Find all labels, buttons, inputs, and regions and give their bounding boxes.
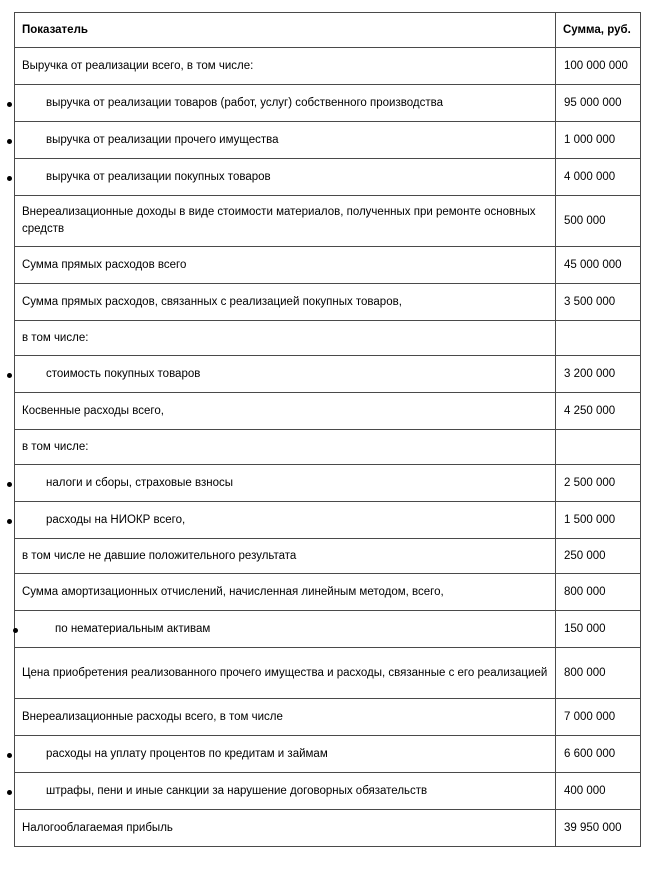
- table-row: [15, 773, 641, 810]
- row-value: 1 000 000: [556, 122, 641, 159]
- table-row: [15, 648, 641, 699]
- row-value: 100 000 000: [556, 48, 641, 85]
- bullet-icon: [7, 753, 12, 758]
- table-row: [15, 247, 641, 284]
- table-row: [15, 393, 641, 430]
- row-label: [15, 159, 556, 196]
- header-indicator: Показатель: [15, 13, 556, 48]
- row-label: [15, 465, 556, 502]
- bullet-icon: [7, 482, 12, 487]
- table-row: [15, 284, 641, 321]
- row-label-text: Выручка от реализации всего, в том числе:: [22, 59, 254, 72]
- row-label: [15, 48, 556, 85]
- row-label-text: Сумма прямых расходов, связанных с реализацией покупных товаров,: [22, 295, 402, 308]
- row-label: [15, 196, 556, 247]
- row-label-text: расходы на уплату процентов по кредитам и займам: [46, 747, 328, 760]
- row-label: [15, 539, 556, 574]
- table-row: [15, 465, 641, 502]
- row-label: [15, 321, 556, 356]
- row-label: [15, 85, 556, 122]
- row-label: [15, 810, 556, 847]
- table-row: [15, 196, 641, 247]
- row-label: [15, 699, 556, 736]
- row-label-text: стоимость покупных товаров: [46, 367, 201, 380]
- table-row: [15, 502, 641, 539]
- row-label: [15, 122, 556, 159]
- row-value: 4 250 000: [556, 393, 641, 430]
- row-label-text: Налогооблагаемая прибыль: [22, 821, 173, 834]
- row-value: 1 500 000: [556, 502, 641, 539]
- table-row: [15, 430, 641, 465]
- bullet-icon: [7, 102, 12, 107]
- row-value: 45 000 000: [556, 247, 641, 284]
- row-label: [15, 773, 556, 810]
- table-row: [15, 85, 641, 122]
- bullet-icon: [7, 373, 12, 378]
- row-label: [15, 284, 556, 321]
- bullet-icon: [7, 139, 12, 144]
- row-label: [15, 430, 556, 465]
- table-row: [15, 611, 641, 648]
- row-label: [15, 502, 556, 539]
- row-label: [15, 736, 556, 773]
- row-label-text: в том числе:: [22, 331, 89, 344]
- row-value: 39 950 000: [556, 810, 641, 847]
- bullet-icon: [7, 519, 12, 524]
- bullet-icon: [13, 628, 18, 633]
- row-label-text: Цена приобретения реализованного прочего имущества и расходы, связанные с его реализацией: [22, 666, 548, 679]
- table-row: [15, 736, 641, 773]
- row-value: [556, 321, 641, 356]
- row-value: 800 000: [556, 574, 641, 611]
- profit-calculation-table: [14, 12, 641, 847]
- row-label-text: штрафы, пени и иные санкции за нарушение договорных обязательств: [46, 784, 428, 797]
- row-label-text: Внереализационные расходы всего, в том числе: [22, 710, 283, 723]
- table-row: [15, 48, 641, 85]
- row-label: [15, 247, 556, 284]
- row-label-text: выручка от реализации товаров (работ, услуг) собственного производства: [46, 96, 443, 109]
- row-label-text: в том числе:: [22, 440, 89, 453]
- row-value: [556, 430, 641, 465]
- row-value: 800 000: [556, 648, 641, 699]
- row-value: 95 000 000: [556, 85, 641, 122]
- row-value: 400 000: [556, 773, 641, 810]
- row-label-text: налоги и сборы, страховые взносы: [46, 476, 234, 489]
- row-value: 4 000 000: [556, 159, 641, 196]
- table-row: [15, 159, 641, 196]
- row-value: 6 600 000: [556, 736, 641, 773]
- table-header-row: [15, 13, 641, 48]
- row-value: 150 000: [556, 611, 641, 648]
- table-row: [15, 699, 641, 736]
- row-label-text: в том числе не давшие положительного результата: [22, 549, 297, 562]
- row-label: [15, 393, 556, 430]
- row-label-text: Косвенные расходы всего,: [22, 404, 164, 417]
- row-value: 3 500 000: [556, 284, 641, 321]
- row-label-text: Внереализационные доходы в виде стоимости материалов, полученных при ремонте основных средств: [22, 206, 536, 235]
- row-value: 2 500 000: [556, 465, 641, 502]
- row-label: [15, 356, 556, 393]
- row-value: 7 000 000: [556, 699, 641, 736]
- row-value: 500 000: [556, 196, 641, 247]
- row-label-text: выручка от реализации прочего имущества: [46, 133, 279, 146]
- row-label-text: выручка от реализации покупных товаров: [46, 170, 271, 183]
- row-value: 3 200 000: [556, 356, 641, 393]
- table-row: [15, 356, 641, 393]
- bullet-icon: [7, 176, 12, 181]
- header-amount: Сумма, руб.: [556, 13, 641, 48]
- row-label-text: Сумма прямых расходов всего: [22, 258, 187, 271]
- row-label: [15, 574, 556, 611]
- row-label-text: Сумма амортизационных отчислений, начисленная линейным методом, всего,: [22, 585, 444, 598]
- row-label: [15, 648, 556, 699]
- row-label: [15, 611, 556, 648]
- bullet-icon: [7, 790, 12, 795]
- table-row: [15, 321, 641, 356]
- row-value: 250 000: [556, 539, 641, 574]
- row-label-text: по нематериальным активам: [55, 622, 211, 635]
- table-row: [15, 539, 641, 574]
- row-label-text: расходы на НИОКР всего,: [46, 513, 186, 526]
- table-row: [15, 810, 641, 847]
- table-row: [15, 574, 641, 611]
- table-row: [15, 122, 641, 159]
